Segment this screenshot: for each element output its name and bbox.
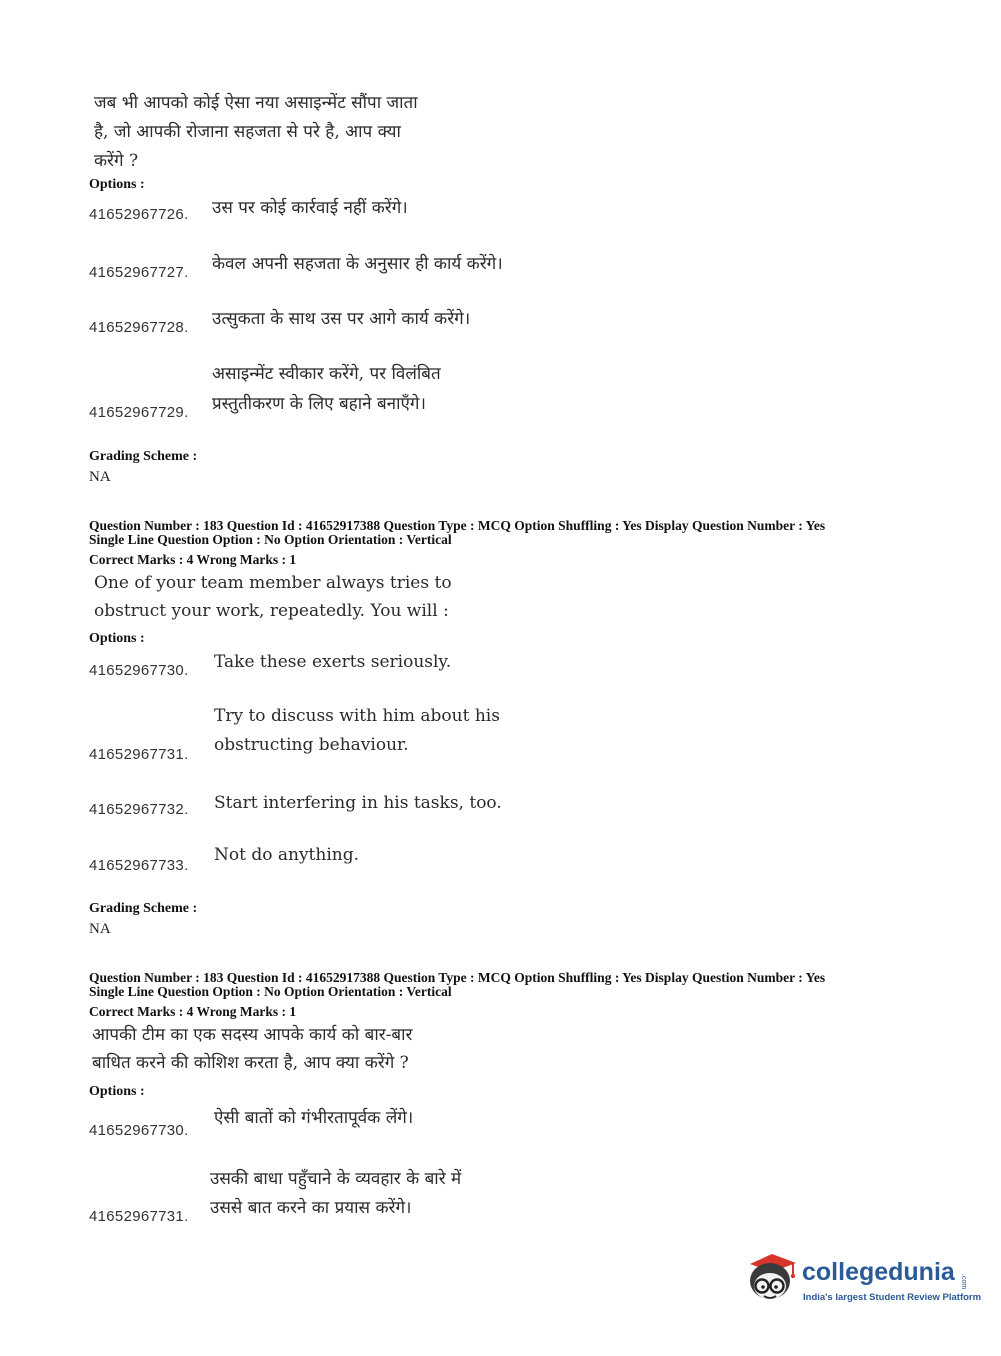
q1-option-3-text: उत्सुकता के साथ उस पर आगे कार्य करेंगे।: [212, 309, 471, 329]
q2-option-4-id: 41652967733.: [89, 857, 189, 874]
q3-option-1-text: ऐसी बातों को गंभीरतापूर्वक लेंगे।: [214, 1108, 414, 1128]
q2-meta-line-2: Single Line Question Option : No Option Orientation : Vertical: [89, 532, 452, 547]
q2-option-2-id: 41652967731.: [89, 746, 189, 763]
logo-tagline: India's largest Student Review Platform: [803, 1292, 982, 1303]
q2-option-1-text: Take these exerts seriously.: [214, 652, 452, 672]
q2-options-label: Options :: [89, 631, 145, 646]
q3-text-line-2: बाधित करने की कोशिश करता है, आप क्या करेंगे ?: [92, 1053, 409, 1073]
q1-option-3-id: 41652967728.: [89, 319, 189, 336]
logo-name: collegedunia: [802, 1258, 955, 1286]
q2-text-line-2: obstruct your work, repeatedly. You will :: [94, 601, 449, 621]
q2-option-4-text: Not do anything.: [214, 845, 360, 865]
q3-marks: Correct Marks : 4 Wrong Marks : 1: [89, 1004, 297, 1019]
q1-option-4-text-line-2: प्रस्तुतीकरण के लिए बहाने बनाएँगे।: [212, 394, 426, 414]
q1-option-1-text: उस पर कोई कार्रवाई नहीं करेंगे।: [212, 198, 408, 218]
q3-option-2-id: 41652967731.: [89, 1208, 189, 1225]
q2-meta-line-1: Question Number : 183 Question Id : 41652917388 Question Type : MCQ Option Shuffling : Yes Display Question Number : Yes: [89, 518, 826, 533]
q3-option-2-text-line-1: उसकी बाधा पहुँचाने के व्यवहार के बारे में: [210, 1169, 462, 1189]
q1-grading-value: NA: [89, 469, 111, 485]
mascot-icon: [742, 1250, 800, 1308]
q1-grading-label: Grading Scheme :: [89, 449, 198, 464]
q2-option-2-text-line-1: Try to discuss with him about his: [214, 706, 500, 726]
q3-option-1-id: 41652967730.: [89, 1122, 189, 1139]
collegedunia-logo: [742, 1248, 982, 1310]
q2-option-1-id: 41652967730.: [89, 662, 189, 679]
q1-text-line-2: है, जो आपकी रोजाना सहजता से परे है, आप क्या: [94, 122, 401, 142]
q1-option-4-id: 41652967729.: [89, 404, 189, 421]
q2-text-line-1: One of your team member always tries to: [94, 573, 452, 593]
logo-dotcom: .com: [960, 1274, 967, 1290]
q3-option-2-text-line-2: उससे बात करने का प्रयास करेंगे।: [210, 1198, 412, 1218]
q3-options-label: Options :: [89, 1084, 145, 1099]
q2-marks: Correct Marks : 4 Wrong Marks : 1: [89, 552, 297, 567]
q2-option-3-id: 41652967732.: [89, 801, 189, 818]
q1-option-1-id: 41652967726.: [89, 206, 189, 223]
q1-option-2-id: 41652967727.: [89, 264, 189, 281]
q3-meta-line-1: Question Number : 183 Question Id : 41652917388 Question Type : MCQ Option Shuffling : Yes Display Question Number : Yes: [89, 970, 826, 985]
q3-meta-line-2: Single Line Question Option : No Option Orientation : Vertical: [89, 984, 452, 999]
q2-option-2-text-line-2: obstructing behaviour.: [214, 735, 409, 755]
q2-grading-label: Grading Scheme :: [89, 901, 198, 916]
q2-option-3-text: Start interfering in his tasks, too.: [214, 793, 502, 813]
q2-grading-value: NA: [89, 921, 111, 937]
q1-text-line-1: जब भी आपको कोई ऐसा नया असाइन्मेंट सौंपा जाता: [94, 93, 418, 113]
q1-option-4-text-line-1: असाइन्मेंट स्वीकार करेंगे, पर विलंबित: [212, 364, 441, 384]
q1-option-2-text: केवल अपनी सहजता के अनुसार ही कार्य करेंगे।: [212, 254, 503, 274]
q3-text-line-1: आपकी टीम का एक सदस्य आपके कार्य को बार-बार: [92, 1025, 413, 1045]
q1-text-line-3: करेंगे ?: [94, 151, 139, 171]
q1-options-label: Options :: [89, 177, 145, 192]
